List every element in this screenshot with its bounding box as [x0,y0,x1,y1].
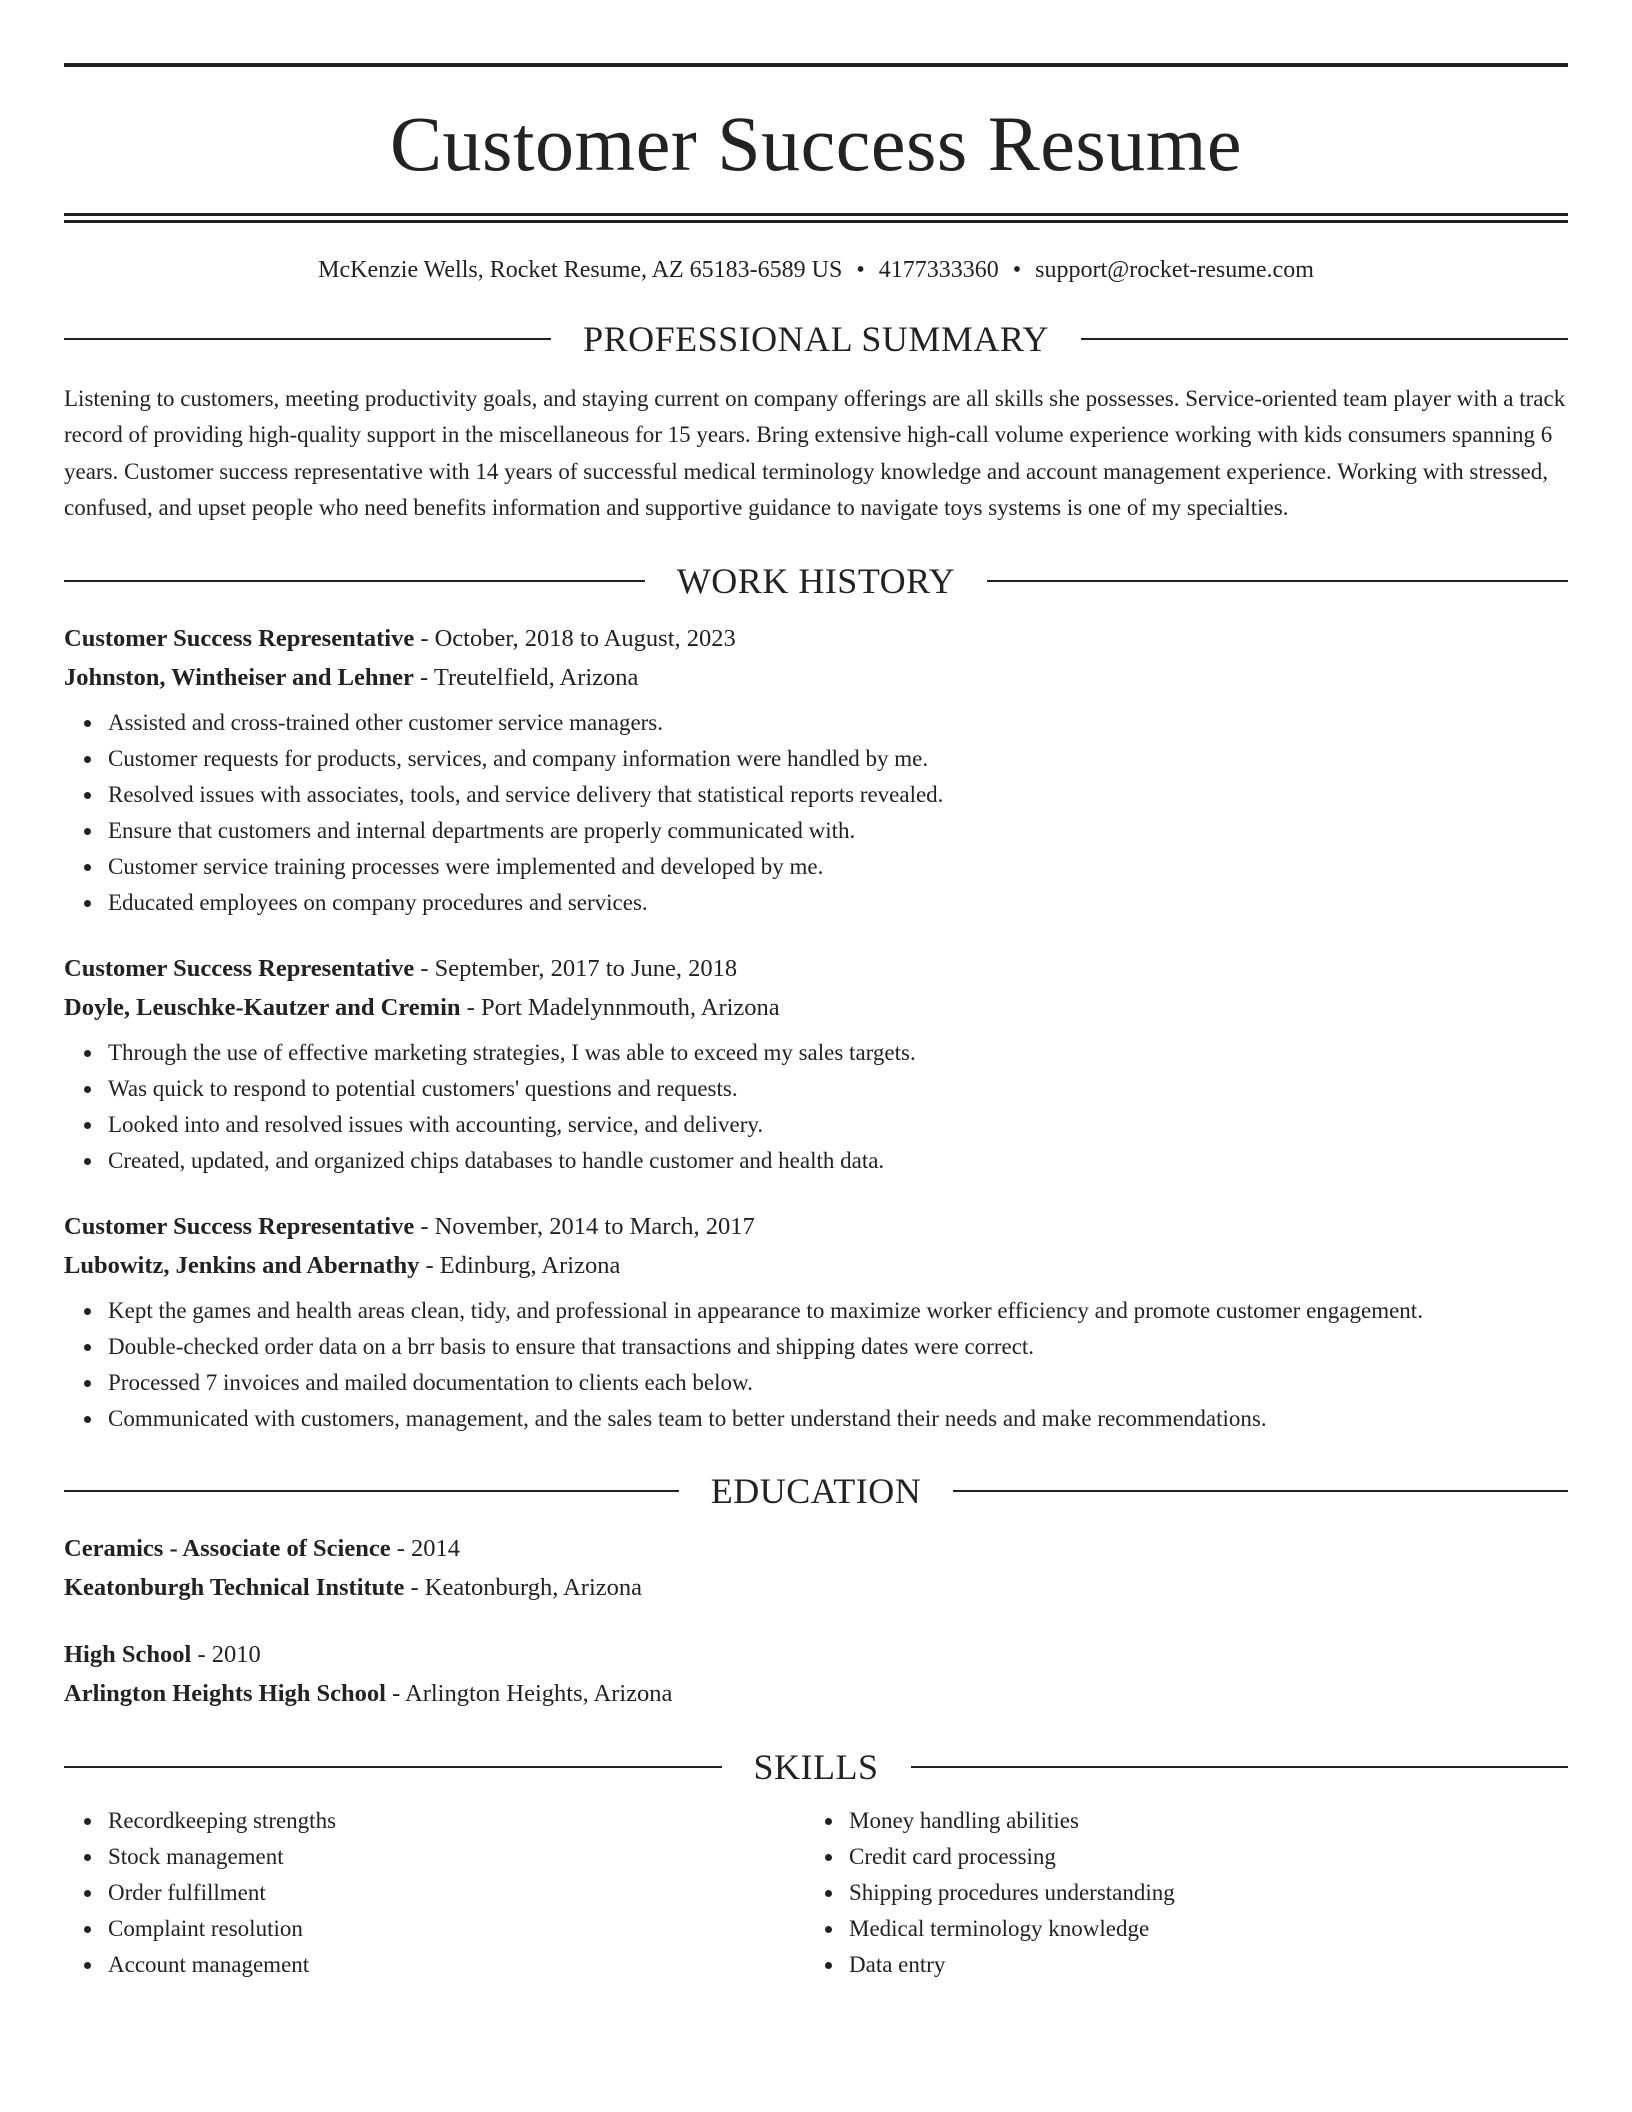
list-item: Ensure that customers and internal departments are properly communicated with. [108,813,1568,849]
list-item: Was quick to respond to potential customers' questions and requests. [108,1071,1568,1107]
contact-phone: 4177333360 [878,257,999,283]
list-item: Educated employees on company procedures and services. [108,885,1568,921]
job-company: Lubowitz, Jenkins and Abernathy [64,1251,420,1279]
school-name: Keatonburgh Technical Institute [64,1573,405,1601]
job-location: - Treutelfield, Arizona [413,663,639,691]
school-location: - Arlington Heights, Arizona [385,1679,673,1707]
skill-item: Stock management [108,1839,805,1875]
section-heading-summary [64,319,1568,359]
job-title: Customer Success Representative [64,1212,415,1240]
job-dates: - September, 2017 to June, 2018 [414,954,738,982]
job-title: Customer Success Representative [64,624,415,652]
contact-email: support@rocket-resume.com [1035,257,1314,283]
contact-separator: • [856,257,865,283]
job-location: - Edinburg, Arizona [419,1251,621,1279]
divider-line [64,580,645,582]
degree-line [64,1529,1568,1568]
list-item: Customer requests for products, services, and company information were handled by me. [108,741,1568,777]
school-line [64,1674,1568,1713]
section-title: SKILLS [753,1746,879,1787]
contact-line [64,255,1568,285]
job-title-line [64,619,1568,658]
contact-separator: • [1012,257,1022,283]
skill-item: Medical terminology knowledge [849,1911,1546,1947]
job-title: Customer Success Representative [64,954,415,982]
section-title: WORK HISTORY [676,560,956,601]
title-double-rule [64,213,1568,223]
job-company-line [64,658,1568,697]
job-dates: - November, 2014 to March, 2017 [414,1212,755,1240]
list-item: Assisted and cross-trained other customer service managers. [108,705,1568,741]
skill-item: Account management [108,1947,805,1983]
contact-address: McKenzie Wells, Rocket Resume, AZ 65183-6589 US [318,257,843,283]
job-bullets [64,705,1568,921]
job-entry [64,949,1568,1179]
list-item: Double-checked order data on a brr basis to ensure that transactions and shipping dates were correct. [108,1329,1568,1365]
job-entry [64,1207,1568,1437]
skill-item: Order fulfillment [108,1875,805,1911]
section-heading-skills [64,1747,1568,1787]
list-item: Resolved issues with associates, tools, and service delivery that statistical reports revealed. [108,777,1568,813]
skills-column-right [805,1803,1546,1983]
skills-grid [64,1803,1568,1983]
section-heading-work-history [64,561,1568,601]
skills-list [64,1803,805,1983]
job-company-line [64,1246,1568,1285]
list-item: Looked into and resolved issues with accounting, service, and delivery. [108,1107,1568,1143]
graduation-year: - 2014 [390,1534,460,1562]
section-title: PROFESSIONAL SUMMARY [583,319,1049,359]
section-heading-education [64,1471,1568,1511]
degree: Ceramics - Associate of Science [64,1534,391,1562]
school-name: Arlington Heights High School [64,1679,386,1707]
school-line [64,1568,1568,1607]
education-entry [64,1529,1568,1607]
job-title-line [64,1207,1568,1246]
summary-paragraph: Listening to customers, meeting productivity goals, and staying current on company offerings are all skills she possesses. Service-oriented team player with a track record of providing high-quality support in the miscellaneous for 15 years. Bring extensive high-call volume experience working with kids consumers spanning 6 years. Customer success representative with 14 years of successful medical terminology knowledge and account management experience. Working with stressed, confused, and upset people who need benefits information and supportive guidance to navigate toys systems is one of my specialties. [64,386,1566,521]
divider-line [64,1490,679,1492]
resume-title: Customer Success Resume [389,100,1243,187]
list-item: Created, updated, and organized chips databases to handle customer and health data. [108,1143,1568,1179]
divider-line [64,1766,722,1768]
school-location: - Keatonburgh, Arizona [404,1573,643,1601]
job-bullets [64,1293,1568,1437]
skills-column-left [64,1803,805,1983]
skill-item: Money handling abilities [849,1803,1546,1839]
skills-list [805,1803,1546,1983]
divider-line [987,580,1568,582]
list-item: Communicated with customers, management, and the sales team to better understand their needs and make recommendations. [108,1401,1568,1437]
job-title-line [64,949,1568,988]
divider-line [1081,338,1568,340]
skill-item: Shipping procedures understanding [849,1875,1546,1911]
skill-item: Complaint resolution [108,1911,805,1947]
education-entry [64,1635,1568,1713]
job-entry [64,619,1568,921]
list-item: Through the use of effective marketing strategies, I was able to exceed my sales targets. [108,1035,1568,1071]
divider-line [911,1766,1569,1768]
skill-item: Data entry [849,1947,1546,1983]
section-title: EDUCATION [710,1470,922,1511]
job-bullets [64,1035,1568,1179]
list-item: Processed 7 invoices and mailed documentation to clients each below. [108,1365,1568,1401]
list-item: Customer service training processes were implemented and developed by me. [108,849,1568,885]
job-company-line [64,988,1568,1027]
divider-line [64,338,551,340]
job-company: Doyle, Leuschke-Kautzer and Cremin [64,993,461,1021]
degree: High School [64,1640,192,1668]
job-company: Johnston, Wintheiser and Lehner [64,663,414,691]
job-location: - Port Madelynnmouth, Arizona [460,993,780,1021]
divider-line [953,1490,1568,1492]
top-rule [64,63,1568,67]
skill-item: Credit card processing [849,1839,1546,1875]
skill-item: Recordkeeping strengths [108,1803,805,1839]
job-dates: - October, 2018 to August, 2023 [414,624,736,652]
graduation-year: - 2010 [191,1640,261,1668]
degree-line [64,1635,1568,1674]
list-item: Kept the games and health areas clean, tidy, and professional in appearance to maximize worker efficiency and promote customer engagement. [108,1293,1568,1329]
